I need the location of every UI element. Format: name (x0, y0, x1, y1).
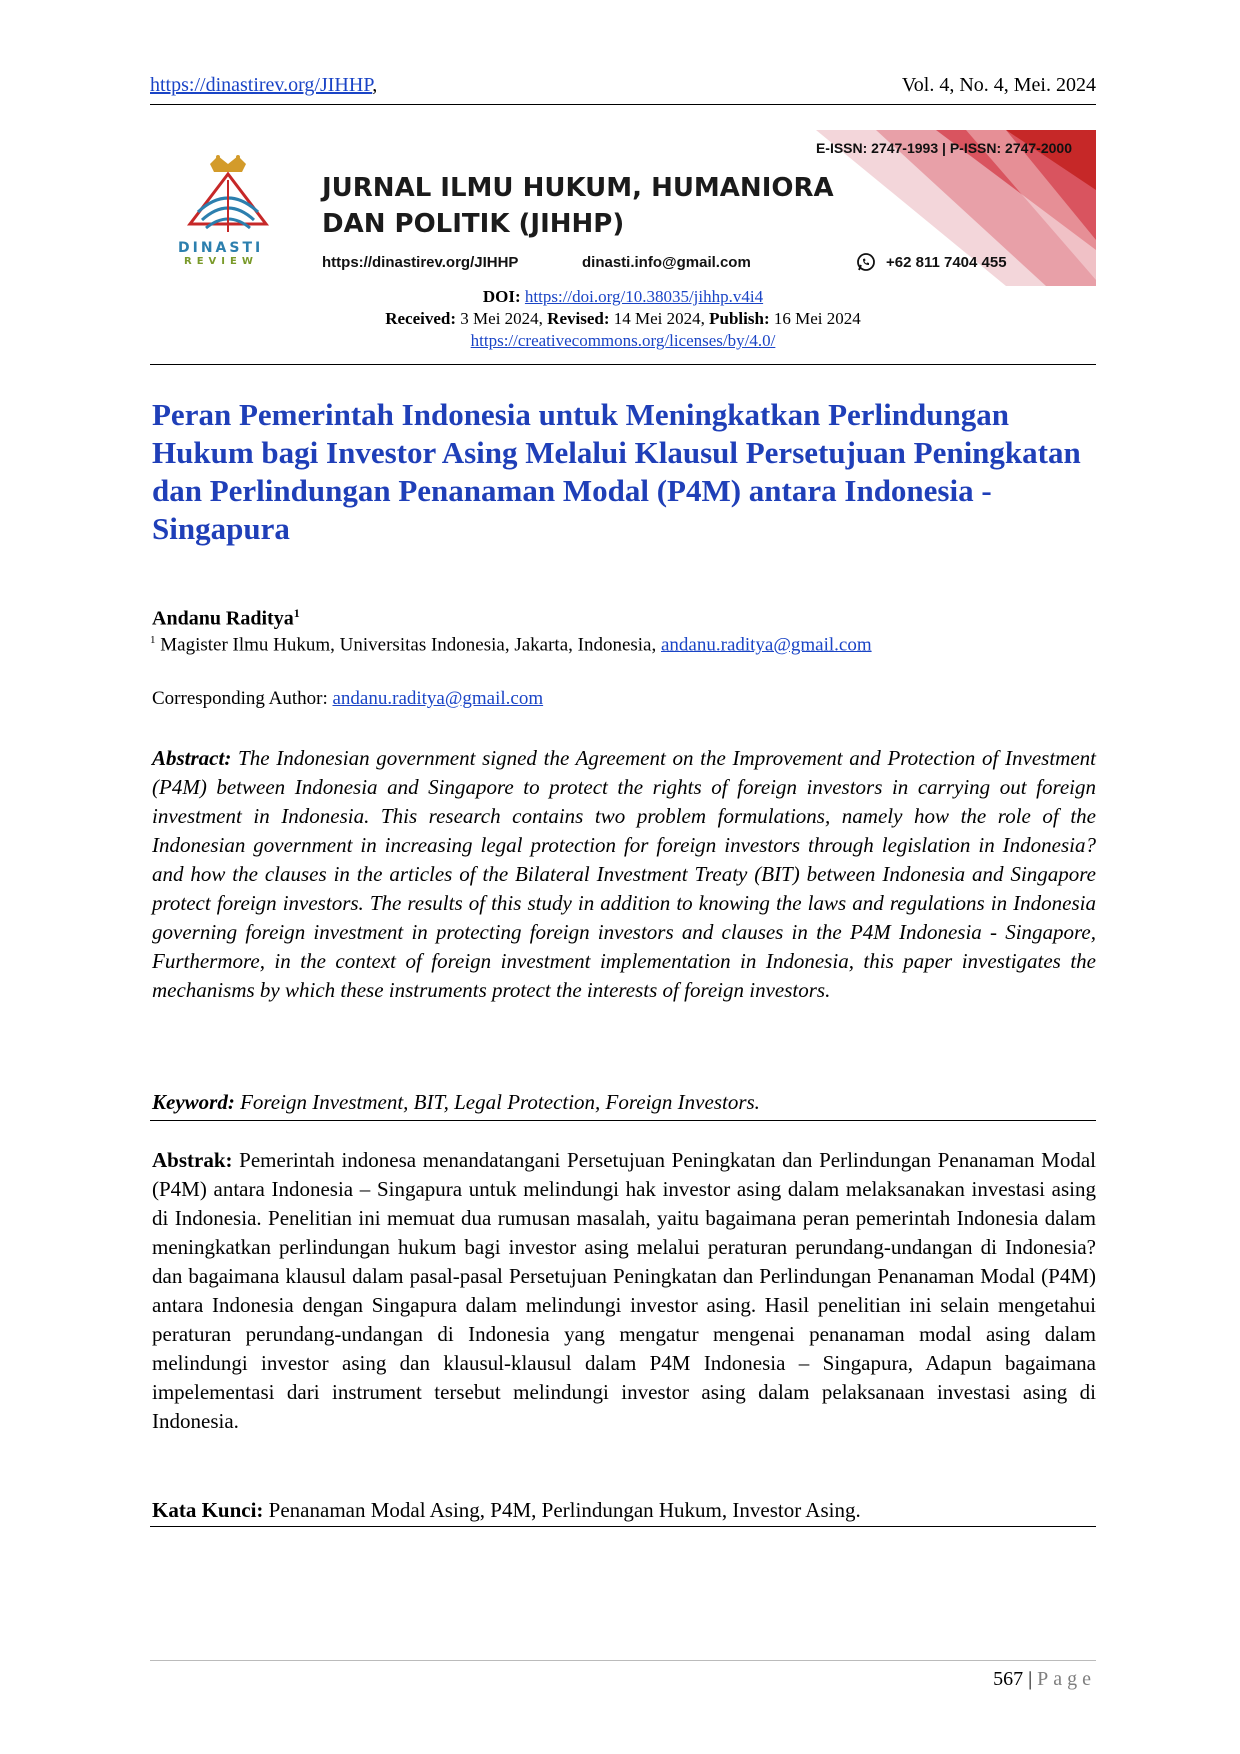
logo-subtitle: REVIEW (184, 256, 258, 267)
abstract-label: Abstract: (152, 746, 232, 770)
journal-url-link[interactable]: https://dinastirev.org/JIHHP (150, 74, 373, 96)
whatsapp-icon (856, 252, 876, 272)
revised-date: 14 Mei 2024, (613, 309, 705, 328)
abstract-english (152, 744, 1096, 1005)
dates-line (150, 308, 1096, 330)
keyword-label: Keyword: (152, 1090, 235, 1114)
kata-kunci-divider (150, 1526, 1096, 1527)
abstract-indonesian (152, 1146, 1096, 1436)
issn-info: E-ISSN: 2747-1993 | P-ISSN: 2747-2000 (815, 140, 1072, 156)
publish-date: 16 Mei 2024 (773, 309, 861, 328)
footer-divider (150, 1660, 1096, 1661)
author-name (152, 606, 300, 631)
journal-title-line2: DAN POLITIK (JIHHP) (322, 209, 625, 239)
keywords-indonesian (152, 1498, 1096, 1523)
abstrak-text: Pemerintah indonesa menandatangani Persetujuan Peningkatan dan Perlindungan Penanaman Modal (P4M) antara Indonesia – Singapura untuk melindungi hak investor asing dalam melaksanakan investasi asing di Indonesia. Penelitian ini memuat dua rumusan masalah, yaitu bagaimana peran pemerintah Indonesia dalam meningkatkan perlindungan hukum bagi investor asing melalui peraturan perundang-undangan di Indonesia? dan bagaimana klausul dalam pasal-pasal Persetujuan Peningkatan dan Perlindungan Penanaman Modal (P4M) antara Indonesia dengan Singapura dalam melindungi investor asing. Hasil penelitian ini selain mengetahui peraturan perundang-undangan di Indonesia yang mengatur mengenai penanaman modal asing dalam melindungi investor asing dan klausul-klausul dalam P4M Indonesia – Singapura, Adapun bagaimana impelementasi dari instrument tersebut melindungi investor asing dalam pelaksanaan investasi asing di Indonesia. (152, 1148, 1097, 1433)
author-name-text: Andanu Raditya (152, 607, 294, 630)
affiliation-email-link[interactable]: andanu.raditya@gmail.com (661, 634, 872, 656)
affil-sup: 1 (150, 634, 156, 646)
article-meta (150, 286, 1096, 352)
page-number: 567 (993, 1668, 1024, 1690)
banner-website: https://dinastirev.org/JIHHP (322, 254, 519, 271)
keyword-text: Foreign Investment, BIT, Legal Protection, Foreign Investors. (240, 1090, 760, 1114)
author-affiliation (150, 634, 872, 656)
journal-banner (170, 130, 1096, 286)
publish-label: Publish: (709, 309, 770, 328)
page-separator: | (1028, 1668, 1033, 1690)
running-header (150, 74, 1096, 105)
kata-kunci-text: Penanaman Modal Asing, P4M, Perlindungan Hukum, Investor Asing. (268, 1498, 861, 1522)
banner-phone: +62 811 7404 455 (886, 254, 1007, 271)
kata-kunci-label: Kata Kunci: (152, 1498, 264, 1522)
journal-url-header (150, 74, 377, 97)
corresponding-author (152, 688, 543, 710)
logo-wordmark: DINASTI (178, 240, 264, 256)
page-word: Page (1037, 1668, 1096, 1690)
url-suffix: , (372, 74, 378, 96)
corr-label: Corresponding Author: (152, 688, 328, 709)
abstrak-label: Abstrak: (152, 1148, 233, 1172)
journal-title-line1: JURNAL ILMU HUKUM, HUMANIORA (322, 173, 834, 203)
meta-divider (150, 364, 1096, 365)
license-link[interactable]: https://creativecommons.org/licenses/by/4.0/ (470, 331, 776, 350)
received-label: Received: (385, 309, 457, 328)
doi-link[interactable]: https://doi.org/10.38035/jihhp.v4i4 (524, 287, 764, 306)
license-line (150, 330, 1096, 352)
received-date: 3 Mei 2024, (460, 309, 543, 328)
article-title: Peran Pemerintah Indonesia untuk Meningkatkan Perlindungan Hukum bagi Investor Asing Melalui Klausul Persetujuan Peningkatan dan Perlindungan Penanaman Modal (P4M) antara Indonesia - Singapura (152, 397, 1081, 546)
author-sup: 1 (293, 606, 300, 620)
revised-label: Revised: (547, 309, 610, 328)
journal-title (322, 170, 834, 242)
doi-line (150, 286, 1096, 308)
abstract-text: The Indonesian government signed the Agreement on the Improvement and Protection of Investment (P4M) between Indonesia and Singapore to protect the rights of foreign investors in carrying out foreign investment in Indonesia. This research contains two problem formulations, namely how the role of the Indonesian government in increasing legal protection for foreign investors through legislation in Indonesia? and how the clauses in the articles of the Bilateral Investment Treaty (BIT) between Indonesia and Singapore protect foreign investors. The results of this study in addition to knowing the laws and regulations in Indonesia governing foreign investment in protecting foreign investors and clauses in the P4M Indonesia - Singapore, Furthermore, in the context of foreign investment implementation in Indonesia, this paper investigates the mechanisms by which these instruments protect the interests of foreign investors. (152, 746, 1097, 1002)
keywords-english (152, 1090, 1096, 1115)
page-footer (993, 1668, 1096, 1691)
keyword-divider (150, 1120, 1096, 1121)
banner-email: dinasti.info@gmail.com (582, 254, 751, 271)
doi-label: DOI: (482, 287, 521, 306)
volume-info: Vol. 4, No. 4, Mei. 2024 (901, 74, 1096, 96)
affiliation-text: Magister Ilmu Hukum, Universitas Indonesia, Jakarta, Indonesia, (160, 634, 657, 656)
corr-email-link[interactable]: andanu.raditya@gmail.com (332, 688, 544, 709)
